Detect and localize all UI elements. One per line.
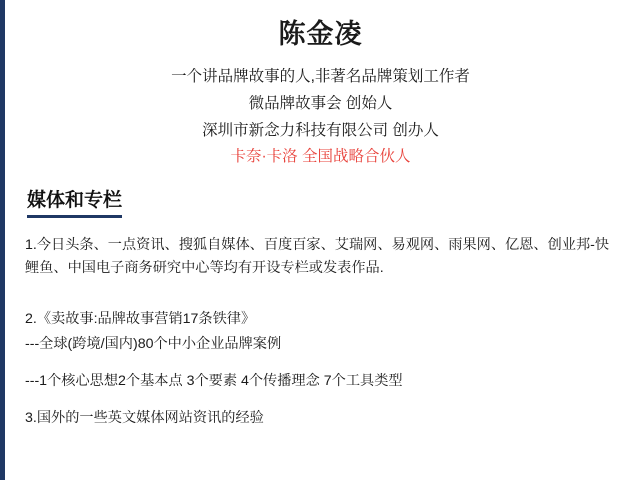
body-paragraph-1: 1.今日头条、一点资讯、搜狐自媒体、百度百家、艾瑞网、易观网、雨果网、亿恩、创业邦-快鲤鱼、中国电子商务研究中心等均有开设专栏或发表作品. (25, 236, 610, 276)
paragraph-spacer (25, 288, 618, 294)
section-heading-wrap (23, 171, 618, 228)
subtitle-line-1: 一个讲品牌故事的人,非著名品牌策划工作者 (171, 68, 470, 86)
body-paragraph-3: ---全球(跨境/国内)80个中小企业品牌案例 (25, 335, 282, 352)
subtitle-line-2: 微品牌故事会 创始人 (248, 95, 393, 113)
subtitle-block (23, 64, 618, 171)
body-paragraph-5: 3.国外的一些英文媒体网站资讯的经验 (25, 409, 264, 426)
body-paragraph-2: 2.《卖故事:品牌故事营销17条铁律》 (25, 310, 256, 327)
slide-content (5, 0, 640, 480)
section-heading: 媒体和专栏 (27, 189, 122, 218)
body-content (25, 234, 618, 430)
page-title: 陈金凌 (278, 19, 363, 49)
subtitle-highlight-line: 卡奈·卡洛 全国战略合伙人 (230, 148, 411, 166)
body-paragraph-4: ---1个核心思想2个基本点 3个要素 4个传播理念 7个工具类型 (25, 372, 403, 389)
subtitle-line-3: 深圳市新念力科技有限公司 创办人 (202, 121, 439, 139)
